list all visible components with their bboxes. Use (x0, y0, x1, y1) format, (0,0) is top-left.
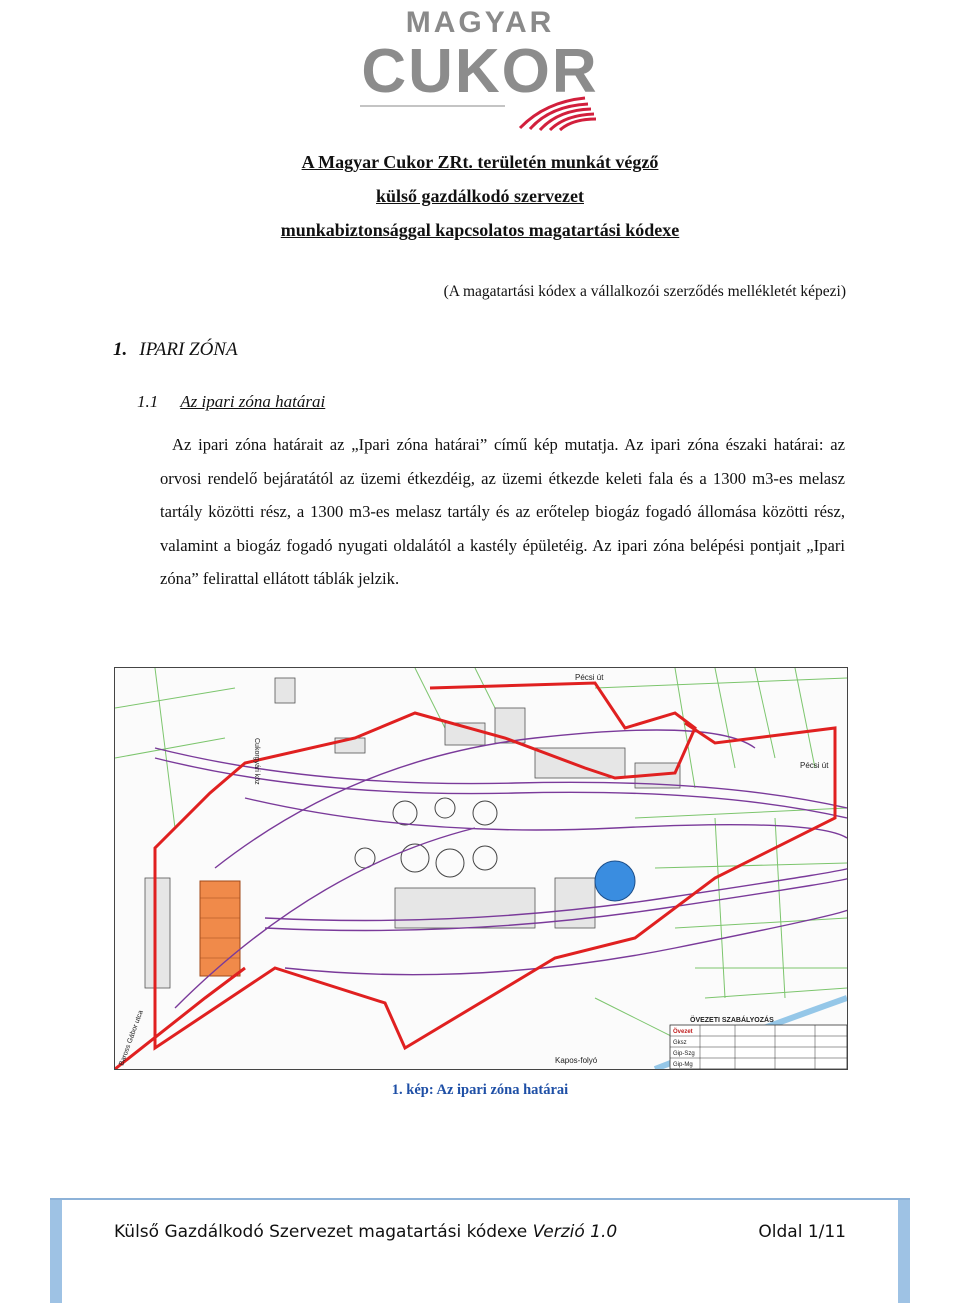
map-label-pecsi-ut-right: Pécsi út (800, 761, 829, 770)
map-tanks (355, 798, 497, 877)
document-title-line-2: külső gazdálkodó szervezet (376, 186, 584, 206)
footer-version: Verzió 1.0 (532, 1222, 618, 1242)
map-label-kapos-folyo: Kapos-folyó (555, 1056, 598, 1065)
document-title-line-3: munkabiztonsággal kapcsolatos magatartási kódexe (280, 220, 680, 240)
logo-text-magyar: MAGYAR (405, 6, 555, 39)
logo-text-cukor: CUKOR (361, 37, 599, 106)
subsection-heading (137, 392, 325, 412)
map-legend-table (670, 1015, 847, 1069)
page-footer (50, 1198, 910, 1303)
map-legend-header: Övezet (673, 1029, 693, 1035)
map-legend-row-3: Gip-Mg (673, 1062, 693, 1068)
map-legend-title: ÖVEZETI SZABÁLYOZÁS (690, 1017, 774, 1024)
footer-page-number: Oldal 1/11 (758, 1222, 846, 1242)
section-title: IPARI ZÓNA (139, 339, 238, 360)
figure-caption: 1. kép: Az ipari zóna határai (391, 1082, 569, 1098)
map-legend-row-2: Gip-Szg (673, 1051, 695, 1057)
subsection-number: 1.1 (137, 392, 159, 411)
footer-bar-left (50, 1200, 62, 1303)
map-blue-tank (595, 861, 635, 901)
map-label-cukorgyari-koz: Cukorgyári köz (253, 738, 260, 785)
map-legend-row-1: Gksz (673, 1040, 687, 1046)
magyar-cukor-logo (340, 2, 620, 132)
site-map-figure (114, 667, 848, 1070)
section-number: 1. (113, 339, 128, 360)
footer-title: Külső Gazdálkodó Szervezet magatartási kódexe (114, 1222, 528, 1242)
body-paragraph: Az ipari zóna határait az „Ipari zóna határai” című kép mutatja. Az ipari zóna északi határai: az orvosi rendelő bejáratától az üzemi étkezdéig, az üzemi étkezde keleti fala és a 1300 m3-es melasz tartály közötti rész, a 1300 m3-es melasz tartály és az erőtelep biogáz fogadó állomása közötti rész, valamint a biogáz fogadó nyugati oldalától a kastély épületéig. Az ipari zóna belépési pontjait „Ipari zóna” felirattal ellátott táblák jelzik. (160, 435, 845, 588)
footer-rule (50, 1198, 910, 1200)
appendix-note: (A magatartási kódex a vállalkozói szerződés mellékletét képezi) (443, 283, 846, 300)
map-label-baross-gabor: Baross Gábor utca (118, 1009, 145, 1067)
map-label-pecsi-ut-top: Pécsi út (575, 673, 604, 682)
footer-bar-right (898, 1200, 910, 1303)
document-title-line-1: A Magyar Cukor ZRt. területén munkát végző (301, 152, 659, 172)
section-heading (113, 339, 238, 361)
footer-document-name (114, 1222, 617, 1242)
subsection-title: Az ipari zóna határai (180, 392, 326, 411)
map-warehouse-roof (200, 881, 240, 976)
